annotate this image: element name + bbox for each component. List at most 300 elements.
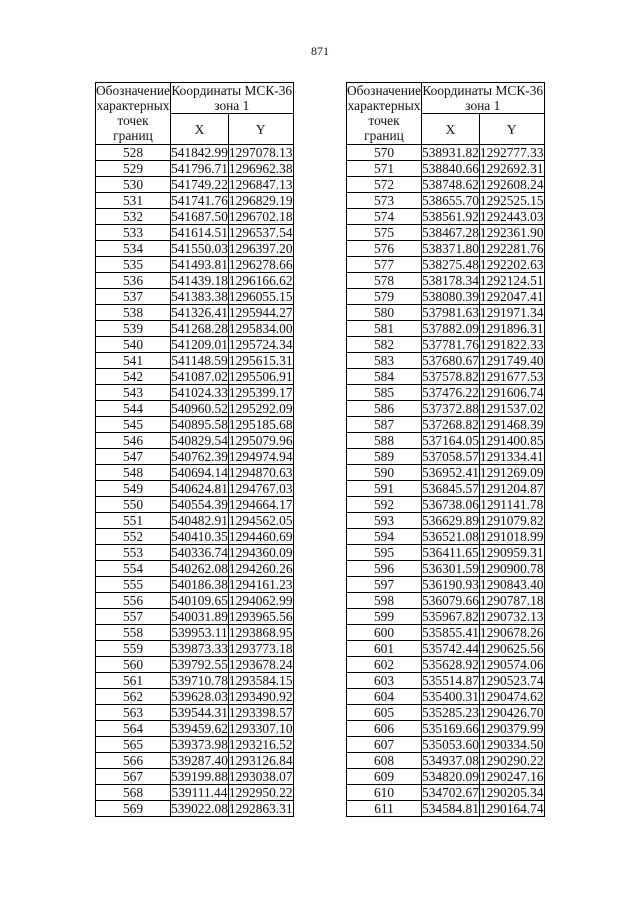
point-number-cell: 548 xyxy=(96,465,171,481)
table-row xyxy=(96,721,294,737)
table-row xyxy=(347,689,545,705)
x-coordinate-cell: 539022.08 xyxy=(171,801,228,816)
table-row xyxy=(96,209,294,225)
table-row xyxy=(347,353,545,369)
table-row xyxy=(96,161,294,177)
point-number-cell: 599 xyxy=(347,609,422,625)
x-coordinate-cell: 535742.44 xyxy=(422,641,479,656)
y-coordinate-cell: 1294360.09 xyxy=(228,545,293,560)
point-number-cell: 596 xyxy=(347,561,422,577)
y-coordinate-cell: 1296847.13 xyxy=(228,177,293,192)
y-coordinate-cell: 1290290.22 xyxy=(479,753,544,768)
y-coordinate-cell: 1297078.13 xyxy=(228,145,293,160)
point-number-cell: 577 xyxy=(347,257,422,273)
table-row xyxy=(96,449,294,465)
table-row xyxy=(347,641,545,657)
x-coordinate-cell: 540336.74 xyxy=(171,545,228,560)
point-number-cell: 604 xyxy=(347,689,422,705)
point-number-cell: 610 xyxy=(347,785,422,801)
table-row xyxy=(96,481,294,497)
y-coordinate-cell: 1292950.22 xyxy=(228,785,293,800)
page-number: 871 xyxy=(311,44,329,58)
y-coordinate-cell: 1290379.99 xyxy=(479,721,544,736)
y-coordinate-cell: 1295079.96 xyxy=(228,433,293,448)
y-coordinate-cell: 1296962.38 xyxy=(228,161,293,176)
coordinates-table-right xyxy=(346,82,545,817)
table-row xyxy=(96,433,294,449)
x-coordinate-cell: 536411.65 xyxy=(422,545,479,560)
table-row xyxy=(347,625,545,641)
x-coordinate-cell: 536738.06 xyxy=(422,497,479,512)
y-coordinate-cell: 1295615.31 xyxy=(228,353,293,368)
header-y: Y xyxy=(479,114,544,145)
x-coordinate-cell: 541614.51 xyxy=(171,225,228,240)
table-row xyxy=(347,401,545,417)
x-coordinate-cell: 540895.58 xyxy=(171,417,228,432)
y-coordinate-cell: 1292692.31 xyxy=(479,161,544,176)
table-row xyxy=(96,401,294,417)
header-point-label: Обозначение характерных точек границ xyxy=(347,83,421,143)
point-number-cell: 603 xyxy=(347,673,422,689)
y-coordinate-cell: 1293038.07 xyxy=(228,769,293,784)
y-coordinate-cell: 1295834.00 xyxy=(228,321,293,336)
table-row xyxy=(347,737,545,753)
point-number-cell: 584 xyxy=(347,369,422,385)
y-coordinate-cell: 1291269.09 xyxy=(479,465,544,480)
table-row xyxy=(347,673,545,689)
point-number-cell: 592 xyxy=(347,497,422,513)
point-number-cell: 565 xyxy=(96,737,171,753)
y-coordinate-cell: 1291400.85 xyxy=(479,433,544,448)
x-coordinate-cell: 536845.57 xyxy=(422,481,479,496)
y-coordinate-cell: 1294260.26 xyxy=(228,561,293,576)
y-coordinate-cell: 1293398.57 xyxy=(228,705,293,720)
y-coordinate-cell: 1295399.17 xyxy=(228,385,293,400)
point-number-cell: 537 xyxy=(96,289,171,305)
x-coordinate-cell: 541326.41 xyxy=(171,305,228,320)
y-coordinate-cell: 1296702.18 xyxy=(228,209,293,224)
y-coordinate-cell: 1295724.34 xyxy=(228,337,293,352)
x-coordinate-cell: 539459.62 xyxy=(171,721,228,736)
point-number-cell: 571 xyxy=(347,161,422,177)
point-number-cell: 554 xyxy=(96,561,171,577)
y-coordinate-cell: 1293584.15 xyxy=(228,673,293,688)
point-number-cell: 564 xyxy=(96,721,171,737)
x-coordinate-cell: 541687.50 xyxy=(171,209,228,224)
point-number-cell: 598 xyxy=(347,593,422,609)
y-coordinate-cell: 1290959.31 xyxy=(479,545,544,560)
point-number-cell: 595 xyxy=(347,545,422,561)
table-row xyxy=(96,145,294,161)
y-coordinate-cell: 1293965.56 xyxy=(228,609,293,624)
point-number-cell: 579 xyxy=(347,289,422,305)
table-row xyxy=(347,769,545,785)
table-row xyxy=(347,385,545,401)
x-coordinate-cell: 536079.66 xyxy=(422,593,479,608)
table-body-left xyxy=(96,145,294,817)
y-coordinate-cell: 1295292.09 xyxy=(228,401,293,416)
y-coordinate-cell: 1290164.74 xyxy=(479,801,544,816)
x-coordinate-cell: 541439.18 xyxy=(171,273,228,288)
y-coordinate-cell: 1296055.15 xyxy=(228,289,293,304)
x-coordinate-cell: 541842.99 xyxy=(171,145,228,160)
point-number-cell: 534 xyxy=(96,241,171,257)
y-coordinate-cell: 1292124.51 xyxy=(479,273,544,288)
point-number-cell: 562 xyxy=(96,689,171,705)
x-coordinate-cell: 541550.03 xyxy=(171,241,228,256)
table-row xyxy=(96,737,294,753)
x-coordinate-cell: 541268.28 xyxy=(171,321,228,336)
table-row xyxy=(96,305,294,321)
point-number-cell: 551 xyxy=(96,513,171,529)
x-coordinate-cell: 537058.57 xyxy=(422,449,479,464)
y-coordinate-cell: 1294870.63 xyxy=(228,465,293,480)
point-number-cell: 561 xyxy=(96,673,171,689)
point-number-cell: 588 xyxy=(347,433,422,449)
table-row xyxy=(96,689,294,705)
x-coordinate-cell: 540829.54 xyxy=(171,433,228,448)
y-coordinate-cell: 1296397.20 xyxy=(228,241,293,256)
x-coordinate-cell: 535400.31 xyxy=(422,689,479,704)
table-row xyxy=(96,529,294,545)
y-coordinate-cell: 1291079.82 xyxy=(479,513,544,528)
x-coordinate-cell: 538748.62 xyxy=(422,177,479,192)
point-number-cell: 530 xyxy=(96,177,171,193)
y-coordinate-cell: 1295944.27 xyxy=(228,305,293,320)
x-coordinate-cell: 540482.91 xyxy=(171,513,228,528)
x-coordinate-cell: 539953.11 xyxy=(171,625,228,640)
y-coordinate-cell: 1292281.76 xyxy=(479,241,544,256)
table-row xyxy=(347,193,545,209)
x-coordinate-cell: 536521.08 xyxy=(422,529,479,544)
point-number-cell: 570 xyxy=(347,145,422,161)
table-row xyxy=(96,625,294,641)
table-row xyxy=(96,289,294,305)
point-number-cell: 591 xyxy=(347,481,422,497)
table-row xyxy=(347,337,545,353)
point-number-cell: 560 xyxy=(96,657,171,673)
y-coordinate-cell: 1290574.06 xyxy=(479,657,544,672)
point-number-cell: 586 xyxy=(347,401,422,417)
table-row xyxy=(347,801,545,817)
y-coordinate-cell: 1290247.16 xyxy=(479,769,544,784)
table-row xyxy=(96,369,294,385)
table-row xyxy=(347,529,545,545)
table-row xyxy=(96,705,294,721)
table-row xyxy=(347,577,545,593)
table-row xyxy=(347,785,545,801)
y-coordinate-cell: 1290678.26 xyxy=(479,625,544,640)
y-coordinate-cell: 1292361.90 xyxy=(479,225,544,240)
table-row xyxy=(347,369,545,385)
x-coordinate-cell: 535514.87 xyxy=(422,673,479,688)
x-coordinate-cell: 541024.33 xyxy=(171,385,228,400)
point-number-cell: 533 xyxy=(96,225,171,241)
x-coordinate-cell: 539792.55 xyxy=(171,657,228,672)
y-coordinate-cell: 1291749.40 xyxy=(479,353,544,368)
point-number-cell: 600 xyxy=(347,625,422,641)
x-coordinate-cell: 535169.66 xyxy=(422,721,479,736)
table-row xyxy=(347,721,545,737)
x-coordinate-cell: 536190.93 xyxy=(422,577,479,592)
x-coordinate-cell: 540960.52 xyxy=(171,401,228,416)
x-coordinate-cell: 535628.92 xyxy=(422,657,479,672)
table-row xyxy=(96,257,294,273)
x-coordinate-cell: 540410.35 xyxy=(171,529,228,544)
point-number-cell: 557 xyxy=(96,609,171,625)
point-number-cell: 601 xyxy=(347,641,422,657)
y-coordinate-cell: 1294460.69 xyxy=(228,529,293,544)
point-number-cell: 597 xyxy=(347,577,422,593)
table-row xyxy=(96,641,294,657)
x-coordinate-cell: 541741.76 xyxy=(171,193,228,208)
x-coordinate-cell: 534702.67 xyxy=(422,785,479,800)
point-number-cell: 543 xyxy=(96,385,171,401)
y-coordinate-cell: 1293678.24 xyxy=(228,657,293,672)
y-coordinate-cell: 1293868.95 xyxy=(228,625,293,640)
point-number-cell: 606 xyxy=(347,721,422,737)
point-number-cell: 585 xyxy=(347,385,422,401)
table-row xyxy=(347,145,545,161)
x-coordinate-cell: 535053.60 xyxy=(422,737,479,752)
x-coordinate-cell: 539287.40 xyxy=(171,753,228,768)
y-coordinate-cell: 1294767.03 xyxy=(228,481,293,496)
y-coordinate-cell: 1291537.02 xyxy=(479,401,544,416)
table-row xyxy=(347,609,545,625)
point-number-cell: 549 xyxy=(96,481,171,497)
x-coordinate-cell: 539873.33 xyxy=(171,641,228,656)
x-coordinate-cell: 539544.31 xyxy=(171,705,228,720)
point-number-cell: 540 xyxy=(96,337,171,353)
x-coordinate-cell: 538840.66 xyxy=(422,161,479,176)
table-row xyxy=(347,241,545,257)
point-number-cell: 607 xyxy=(347,737,422,753)
table-row xyxy=(96,593,294,609)
table-row xyxy=(96,513,294,529)
y-coordinate-cell: 1293216.52 xyxy=(228,737,293,752)
point-number-cell: 546 xyxy=(96,433,171,449)
point-number-cell: 605 xyxy=(347,705,422,721)
table-row xyxy=(347,705,545,721)
header-point-label: Обозначение характерных точек границ xyxy=(96,83,170,143)
table-row xyxy=(347,209,545,225)
table-row xyxy=(347,561,545,577)
table-row xyxy=(347,161,545,177)
x-coordinate-cell: 540554.39 xyxy=(171,497,228,512)
x-coordinate-cell: 538561.92 xyxy=(422,209,479,224)
y-coordinate-cell: 1291971.34 xyxy=(479,305,544,320)
y-coordinate-cell: 1291677.53 xyxy=(479,369,544,384)
y-coordinate-cell: 1292777.33 xyxy=(479,145,544,160)
y-coordinate-cell: 1290474.62 xyxy=(479,689,544,704)
x-coordinate-cell: 541209.01 xyxy=(171,337,228,352)
point-number-cell: 558 xyxy=(96,625,171,641)
point-number-cell: 608 xyxy=(347,753,422,769)
point-number-cell: 572 xyxy=(347,177,422,193)
point-number-cell: 566 xyxy=(96,753,171,769)
point-number-cell: 594 xyxy=(347,529,422,545)
x-coordinate-cell: 535855.41 xyxy=(422,625,479,640)
point-number-cell: 539 xyxy=(96,321,171,337)
y-coordinate-cell: 1294974.94 xyxy=(228,449,293,464)
x-coordinate-cell: 539199.88 xyxy=(171,769,228,784)
table-row xyxy=(96,609,294,625)
table-row xyxy=(96,577,294,593)
y-coordinate-cell: 1290732.13 xyxy=(479,609,544,624)
x-coordinate-cell: 538080.39 xyxy=(422,289,479,304)
table-row xyxy=(96,177,294,193)
x-coordinate-cell: 540031.89 xyxy=(171,609,228,624)
table-row xyxy=(347,257,545,273)
table-row xyxy=(96,801,294,817)
x-coordinate-cell: 535285.23 xyxy=(422,705,479,720)
x-coordinate-cell: 539710.78 xyxy=(171,673,228,688)
x-coordinate-cell: 541383.38 xyxy=(171,289,228,304)
x-coordinate-cell: 540262.08 xyxy=(171,561,228,576)
point-number-cell: 538 xyxy=(96,305,171,321)
y-coordinate-cell: 1296166.62 xyxy=(228,273,293,288)
y-coordinate-cell: 1290523.74 xyxy=(479,673,544,688)
y-coordinate-cell: 1295185.68 xyxy=(228,417,293,432)
y-coordinate-cell: 1292608.24 xyxy=(479,177,544,192)
table-row xyxy=(347,433,545,449)
point-number-cell: 552 xyxy=(96,529,171,545)
table-row xyxy=(347,321,545,337)
header-x: X xyxy=(422,114,480,145)
y-coordinate-cell: 1296278.66 xyxy=(228,257,293,272)
point-number-cell: 575 xyxy=(347,225,422,241)
x-coordinate-cell: 540186.38 xyxy=(171,577,228,592)
header-coordinates: Координаты МСК-36 зона 1 xyxy=(171,83,293,113)
y-coordinate-cell: 1290843.40 xyxy=(479,577,544,592)
table-row xyxy=(96,193,294,209)
table-row xyxy=(96,753,294,769)
table-row xyxy=(347,177,545,193)
point-number-cell: 528 xyxy=(96,145,171,161)
point-number-cell: 556 xyxy=(96,593,171,609)
table-body-right xyxy=(347,145,545,817)
y-coordinate-cell: 1290334.50 xyxy=(479,737,544,752)
x-coordinate-cell: 540109.65 xyxy=(171,593,228,608)
y-coordinate-cell: 1292863.31 xyxy=(228,801,293,816)
x-coordinate-cell: 538655.70 xyxy=(422,193,479,208)
y-coordinate-cell: 1291204.87 xyxy=(479,481,544,496)
point-number-cell: 532 xyxy=(96,209,171,225)
x-coordinate-cell: 536301.59 xyxy=(422,561,479,576)
x-coordinate-cell: 541749.22 xyxy=(171,177,228,192)
x-coordinate-cell: 539628.03 xyxy=(171,689,228,704)
table-row xyxy=(96,417,294,433)
table-row xyxy=(96,465,294,481)
x-coordinate-cell: 539111.44 xyxy=(171,785,228,800)
y-coordinate-cell: 1292202.63 xyxy=(479,257,544,272)
table-row xyxy=(96,353,294,369)
point-number-cell: 583 xyxy=(347,353,422,369)
y-coordinate-cell: 1292525.15 xyxy=(479,193,544,208)
point-number-cell: 555 xyxy=(96,577,171,593)
table-row xyxy=(347,225,545,241)
table-row xyxy=(347,465,545,481)
point-number-cell: 535 xyxy=(96,257,171,273)
y-coordinate-cell: 1290625.56 xyxy=(479,641,544,656)
point-number-cell: 550 xyxy=(96,497,171,513)
point-number-cell: 580 xyxy=(347,305,422,321)
y-coordinate-cell: 1294161.23 xyxy=(228,577,293,592)
point-number-cell: 609 xyxy=(347,769,422,785)
table-row xyxy=(347,417,545,433)
y-coordinate-cell: 1291334.41 xyxy=(479,449,544,464)
table-row xyxy=(96,769,294,785)
table-row xyxy=(347,497,545,513)
table-row xyxy=(347,593,545,609)
y-coordinate-cell: 1291018.99 xyxy=(479,529,544,544)
table-row xyxy=(96,673,294,689)
y-coordinate-cell: 1293126.84 xyxy=(228,753,293,768)
table-row xyxy=(96,545,294,561)
point-number-cell: 568 xyxy=(96,785,171,801)
point-number-cell: 567 xyxy=(96,769,171,785)
y-coordinate-cell: 1291606.74 xyxy=(479,385,544,400)
header-coordinates: Координаты МСК-36 зона 1 xyxy=(422,83,544,113)
x-coordinate-cell: 541087.02 xyxy=(171,369,228,384)
table-row xyxy=(96,241,294,257)
x-coordinate-cell: 537882.09 xyxy=(422,321,479,336)
table-row xyxy=(347,657,545,673)
table-row xyxy=(347,481,545,497)
point-number-cell: 578 xyxy=(347,273,422,289)
table-row xyxy=(96,225,294,241)
y-coordinate-cell: 1291468.39 xyxy=(479,417,544,432)
x-coordinate-cell: 536629.89 xyxy=(422,513,479,528)
y-coordinate-cell: 1294562.05 xyxy=(228,513,293,528)
point-number-cell: 529 xyxy=(96,161,171,177)
point-number-cell: 581 xyxy=(347,321,422,337)
point-number-cell: 574 xyxy=(347,209,422,225)
point-number-cell: 536 xyxy=(96,273,171,289)
point-number-cell: 587 xyxy=(347,417,422,433)
point-number-cell: 531 xyxy=(96,193,171,209)
point-number-cell: 563 xyxy=(96,705,171,721)
y-coordinate-cell: 1290900.78 xyxy=(479,561,544,576)
y-coordinate-cell: 1293773.18 xyxy=(228,641,293,656)
x-coordinate-cell: 537781.76 xyxy=(422,337,479,352)
x-coordinate-cell: 538931.82 xyxy=(422,145,479,160)
x-coordinate-cell: 539373.98 xyxy=(171,737,228,752)
y-coordinate-cell: 1292443.03 xyxy=(479,209,544,224)
y-coordinate-cell: 1291822.33 xyxy=(479,337,544,352)
y-coordinate-cell: 1293490.92 xyxy=(228,689,293,704)
x-coordinate-cell: 537476.22 xyxy=(422,385,479,400)
table-row xyxy=(347,449,545,465)
table-row xyxy=(96,273,294,289)
y-coordinate-cell: 1293307.10 xyxy=(228,721,293,736)
y-coordinate-cell: 1296537.54 xyxy=(228,225,293,240)
point-number-cell: 569 xyxy=(96,801,171,817)
y-coordinate-cell: 1295506.91 xyxy=(228,369,293,384)
table-row xyxy=(96,657,294,673)
y-coordinate-cell: 1296829.19 xyxy=(228,193,293,208)
table-row xyxy=(96,337,294,353)
table-row xyxy=(347,513,545,529)
x-coordinate-cell: 537578.82 xyxy=(422,369,479,384)
point-number-cell: 547 xyxy=(96,449,171,465)
point-number-cell: 582 xyxy=(347,337,422,353)
point-number-cell: 545 xyxy=(96,417,171,433)
y-coordinate-cell: 1294062.99 xyxy=(228,593,293,608)
point-number-cell: 542 xyxy=(96,369,171,385)
table-row xyxy=(347,305,545,321)
x-coordinate-cell: 534937.08 xyxy=(422,753,479,768)
